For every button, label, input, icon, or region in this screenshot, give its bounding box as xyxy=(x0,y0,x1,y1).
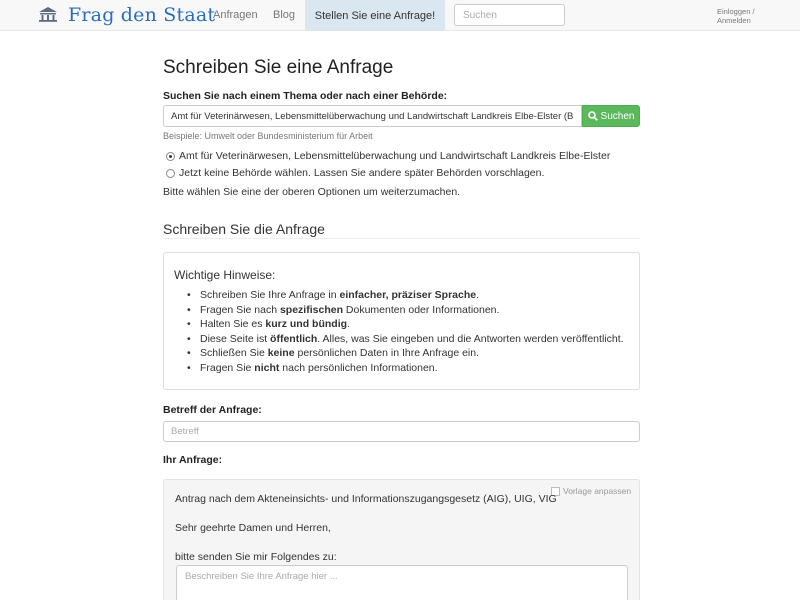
options-help-text: Bitte wählen Sie eine der oberen Optionen um weiterzumachen. xyxy=(163,186,461,198)
hint-item: • Diese Seite ist öffentlich. Alles, was Sie eingeben und die Antworten werden veröffentlicht. xyxy=(187,332,624,347)
login-link-line1: Einloggen / xyxy=(717,7,755,16)
hint-item: • Schließen Sie keine persönlichen Daten in Ihre Anfrage ein. xyxy=(187,346,624,361)
radio-no-authority[interactable] xyxy=(166,169,175,178)
page-title: Schreiben Sie eine Anfrage xyxy=(163,57,394,78)
authority-search-button[interactable] xyxy=(582,105,640,127)
hint-item: • Fragen Sie nach spezifischen Dokumenten oder Informationen. xyxy=(187,303,624,318)
letter-request-lead: bitte senden Sie mir Folgendes zu: xyxy=(175,551,337,563)
hint-item: • Halten Sie es kurz und bündig. xyxy=(187,317,624,332)
hint-item: • Fragen Sie nicht nach persönlichen Informationen. xyxy=(187,361,624,376)
section-divider xyxy=(163,238,640,239)
search-icon xyxy=(588,111,598,121)
nav-link-blog[interactable]: Blog xyxy=(273,9,296,21)
request-body-textarea[interactable] xyxy=(176,565,628,600)
nav-link-anfragen[interactable]: Anfragen xyxy=(213,9,258,21)
nav-make-request-button[interactable]: Stellen Sie eine Anfrage! xyxy=(305,0,445,31)
radio-authority[interactable] xyxy=(166,152,175,161)
brand-logo-text[interactable]: Frag den Staat xyxy=(68,4,216,26)
login-link[interactable] xyxy=(717,7,767,25)
nav-search-input[interactable] xyxy=(454,4,565,26)
subject-input[interactable] xyxy=(163,421,640,442)
authority-search-label: Suchen Sie nach einem Thema oder nach einer Behörde: xyxy=(163,90,448,102)
subject-label: Betreff der Anfrage: xyxy=(163,404,262,416)
search-button-label: Suchen xyxy=(600,110,635,122)
letter-intro: Antrag nach dem Akteneinsichts- und Informationszugangsgesetz (AIG), UIG, VIG xyxy=(175,493,557,505)
hints-list xyxy=(187,288,624,375)
login-link-line2: Anmelden xyxy=(717,16,751,25)
authority-search-input[interactable] xyxy=(163,105,582,127)
letter-panel xyxy=(163,479,640,600)
search-examples: Beispiele: Umwelt oder Bundesministerium für Arbeit xyxy=(163,131,373,141)
template-toggle-label: Vorlage anpassen xyxy=(563,486,632,496)
template-toggle[interactable] xyxy=(551,486,631,496)
write-section-heading: Schreiben Sie die Anfrage xyxy=(163,221,325,237)
hints-title: Wichtige Hinweise: xyxy=(174,268,276,282)
option-no-authority[interactable] xyxy=(166,167,544,179)
request-label: Ihr Anfrage: xyxy=(163,454,223,466)
top-navbar xyxy=(0,0,800,31)
option-authority-label: Amt für Veterinärwesen, Lebensmittelüberwachung und Landwirtschaft Landkreis Elbe-Elster xyxy=(179,150,611,162)
hint-item: • Schreiben Sie Ihre Anfrage in einfacher, präziser Sprache. xyxy=(187,288,624,303)
hints-panel xyxy=(163,252,640,390)
building-icon[interactable] xyxy=(38,6,58,22)
option-no-authority-label: Jetzt keine Behörde wählen. Lassen Sie andere später Behörden vorschlagen. xyxy=(179,167,545,179)
letter-salutation: Sehr geehrte Damen und Herren, xyxy=(175,522,331,534)
option-authority[interactable] xyxy=(166,150,610,162)
